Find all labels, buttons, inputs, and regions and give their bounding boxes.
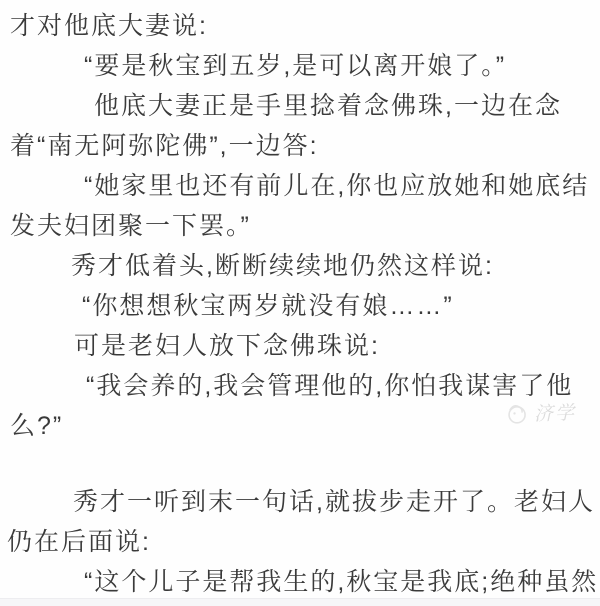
text-line: 秀才一听到末一句话,就拔步走开了。老妇人 xyxy=(73,488,595,516)
text-line: 秀才低着头,断断续续地仍然这样说: xyxy=(71,252,494,280)
text-line: “要是秋宝到五岁,是可以离开娘了。” xyxy=(84,52,507,80)
text-line: “我会养的,我会管理他的,你怕我谋害了他 xyxy=(86,372,574,400)
text-line: “这个儿子是帮我生的,秋宝是我底;绝种虽然 xyxy=(84,568,599,596)
watermark-logo-icon xyxy=(504,400,531,427)
text-line: 可是老妇人放下念佛珠说: xyxy=(74,332,380,360)
text-line: “你想想秋宝两岁就没有娘……” xyxy=(82,292,454,320)
text-line: 才对他底大妻说: xyxy=(10,12,208,40)
watermark-label: 济学 xyxy=(533,402,577,426)
bottom-edge-strip xyxy=(0,598,600,606)
watermark xyxy=(504,398,577,427)
text-line: 他底大妻正是手里捻着念佛珠,一边在念 xyxy=(94,92,562,120)
text-line: 仍在后面说: xyxy=(7,528,151,556)
text-line: 着“南无阿弥陀佛”,一边答: xyxy=(10,132,319,160)
text-line: 发夫妇团聚一下罢。” xyxy=(10,212,251,240)
text-line: “她家里也还有前儿在,你也应放她和她底结 xyxy=(84,172,590,200)
text-line: 么?” xyxy=(10,412,64,440)
